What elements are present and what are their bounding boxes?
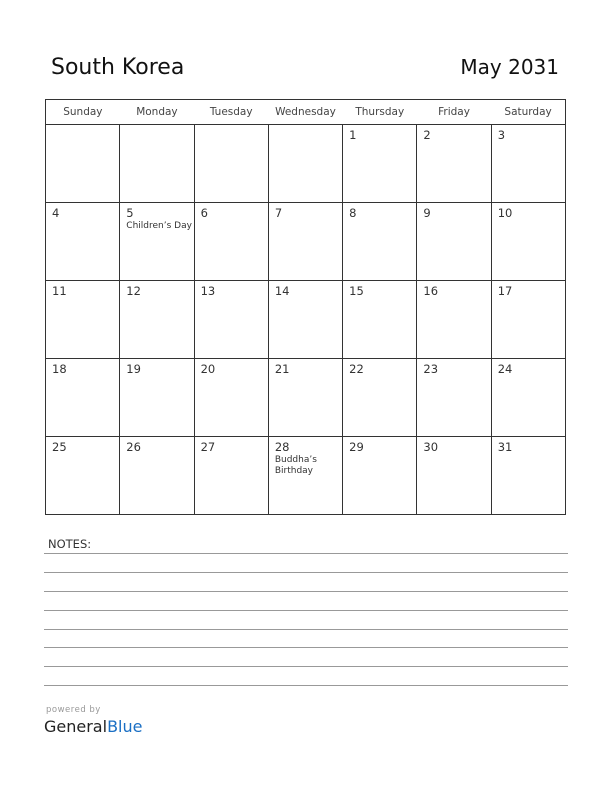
day-cell[interactable]: [268, 125, 342, 203]
day-cell[interactable]: [343, 437, 417, 515]
day-cell[interactable]: [268, 437, 342, 515]
day-cell[interactable]: [417, 203, 491, 281]
day-cell[interactable]: [343, 359, 417, 437]
day-cell[interactable]: [268, 359, 342, 437]
day-number: 28: [274, 440, 290, 454]
day-number: 7: [274, 206, 283, 220]
day-number: 4: [52, 206, 60, 220]
day-cell[interactable]: [46, 437, 120, 515]
day-cell[interactable]: [46, 125, 120, 203]
day-number: 20: [200, 362, 216, 376]
weekday-header: Monday: [120, 100, 194, 125]
week-row: [46, 125, 566, 203]
notes-line: [44, 591, 568, 592]
day-number: 21: [274, 362, 290, 376]
day-number: 30: [423, 440, 439, 454]
day-cell[interactable]: [417, 125, 491, 203]
weekday-header-row: [46, 100, 566, 125]
day-number: 3: [497, 128, 506, 142]
day-number: 12: [126, 284, 141, 298]
day-number: 13: [200, 284, 216, 298]
day-cell[interactable]: [120, 281, 194, 359]
day-cell[interactable]: [268, 281, 342, 359]
calendar-country-title: South Korea: [51, 55, 185, 80]
day-cell[interactable]: [46, 203, 120, 281]
day-cell[interactable]: [491, 437, 565, 515]
week-row: [46, 203, 566, 281]
day-cell[interactable]: [194, 281, 268, 359]
day-cell[interactable]: [491, 125, 565, 203]
calendar-grid: [45, 99, 566, 515]
day-number: 14: [274, 284, 290, 298]
day-cell[interactable]: [46, 281, 120, 359]
brand-general: General: [44, 717, 108, 736]
day-cell[interactable]: [268, 203, 342, 281]
day-cell[interactable]: [194, 203, 268, 281]
weekday-header: Sunday: [46, 100, 120, 125]
day-cell[interactable]: [120, 359, 194, 437]
day-number: 24: [497, 362, 513, 376]
day-cell[interactable]: [120, 437, 194, 515]
weekday-header: Friday: [417, 100, 491, 125]
day-number: 26: [126, 440, 141, 454]
day-cell[interactable]: [343, 125, 417, 203]
week-row: [46, 437, 566, 515]
day-number: 17: [497, 284, 513, 298]
day-cell[interactable]: [343, 281, 417, 359]
weekday-header: Saturday: [491, 100, 565, 125]
notes-line: [44, 553, 568, 554]
holiday-label: Children’s Day: [126, 221, 192, 231]
day-cell[interactable]: [120, 125, 194, 203]
day-number: 31: [497, 440, 513, 454]
notes-line: [44, 572, 568, 573]
day-number: 15: [349, 284, 364, 298]
weekday-header: Wednesday: [268, 100, 342, 125]
day-number: 22: [349, 362, 364, 376]
brand-blue: Blue: [107, 717, 143, 736]
weekday-header: Tuesday: [194, 100, 268, 125]
day-cell[interactable]: [491, 203, 565, 281]
holiday-label: Buddha’s Birthday: [274, 455, 317, 476]
notes-line: [44, 629, 568, 630]
notes-line: [44, 647, 568, 648]
day-number: 8: [349, 206, 357, 220]
day-number: 2: [423, 128, 431, 142]
day-number: 9: [423, 206, 431, 220]
day-number: 19: [126, 362, 141, 376]
day-cell[interactable]: [491, 359, 565, 437]
weekday-header: Thursday: [343, 100, 417, 125]
day-cell[interactable]: [194, 359, 268, 437]
notes-label: NOTES:: [48, 537, 92, 551]
day-number: 23: [423, 362, 439, 376]
day-number: 16: [423, 284, 439, 298]
day-number: 1: [349, 128, 357, 142]
day-number: 10: [497, 206, 513, 220]
day-number: 6: [200, 206, 208, 220]
powered-by-text: powered by: [46, 705, 101, 715]
day-cell[interactable]: [417, 281, 491, 359]
generalblue-logo[interactable]: [44, 717, 142, 736]
day-number: 29: [349, 440, 364, 454]
day-cell[interactable]: [120, 203, 194, 281]
day-number: 18: [52, 362, 67, 376]
day-number: 11: [52, 284, 67, 298]
calendar-month-title: May 2031: [460, 55, 559, 79]
day-cell[interactable]: [343, 203, 417, 281]
week-row: [46, 359, 566, 437]
day-cell[interactable]: [491, 281, 565, 359]
day-cell[interactable]: [417, 359, 491, 437]
day-cell[interactable]: [417, 437, 491, 515]
day-number: 27: [200, 440, 216, 454]
day-cell[interactable]: [194, 437, 268, 515]
day-number: 25: [52, 440, 67, 454]
notes-line: [44, 685, 568, 686]
day-cell[interactable]: [46, 359, 120, 437]
notes-line: [44, 610, 568, 611]
week-row: [46, 281, 566, 359]
day-number: 5: [126, 206, 134, 220]
day-cell[interactable]: [194, 125, 268, 203]
notes-line: [44, 666, 568, 667]
